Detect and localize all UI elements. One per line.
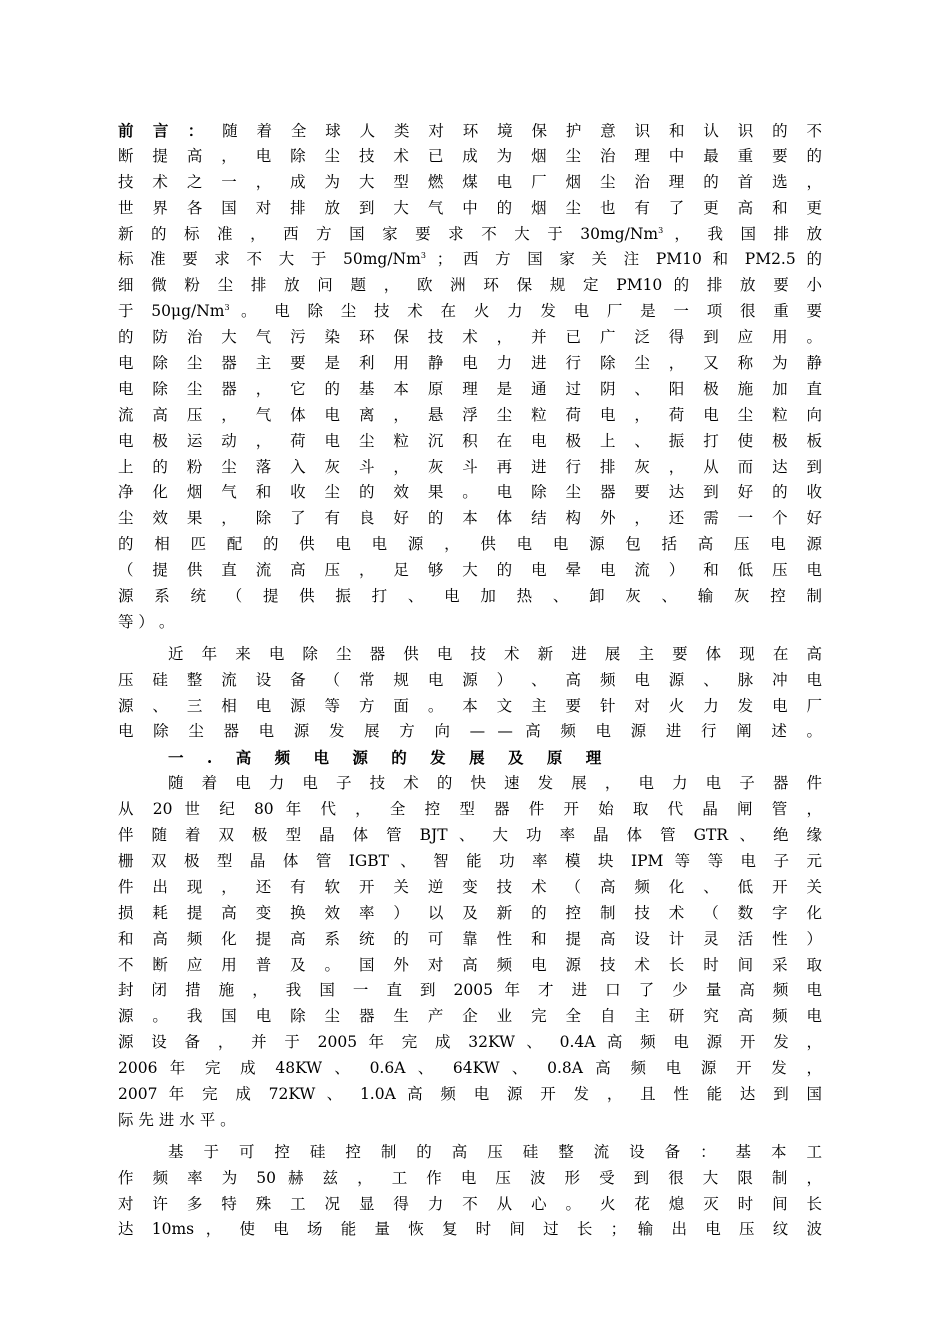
text-line: （ 提 供 直 流 高 压 ， 足 够 大 的 电 晕 电 流 ） 和 低 压 电 (118, 561, 822, 580)
text-segment: ； 西 方 国 家 关 注 PM10 和 PM2.5 的 (436, 250, 822, 269)
text-segment: 新 的 标 准 ， 西 方 国 家 要 求 不 大 于 30mg/Nm (118, 224, 659, 243)
text-line: 作 频 率 为 50 赫 兹 ， 工 作 电 压 波 形 受 到 很 大 限 制 ， (118, 1168, 822, 1187)
text-line: 尘 效 果 ， 除 了 有 良 好 的 本 体 结 构 外 ， 还 需 一 个 好 (118, 509, 822, 528)
text-line: 世 界 各 国 对 排 放 到 大 气 中 的 烟 尘 也 有 了 更 高 和 更 (118, 198, 822, 217)
text-line (118, 299, 822, 325)
text-line: 伴 随 着 双 极 型 晶 体 管 BJT 、 大 功 率 晶 体 管 GTR 、 绝 缘 (118, 826, 822, 845)
text-segment: 标 准 要 求 不 大 于 50mg/Nm (118, 250, 421, 269)
text-segment: ， 我 国 排 放 (674, 224, 822, 243)
text-line: 的 相 匹 配 的 供 电 电 源 ， 供 电 电 源 包 括 高 压 电 源 (118, 535, 822, 554)
text-line: 的 防 治 大 气 污 染 环 保 技 术 ， 并 已 广 泛 得 到 应 用 。 (118, 328, 822, 347)
text-line: 技 术 之 一 ， 成 为 大 型 燃 煤 电 厂 烟 尘 治 理 的 首 选 ， (118, 172, 822, 191)
text-line: 封 闭 措 施 ， 我 国 一 直 到 2005 年 才 进 口 了 少 量 高 频 电 (118, 981, 822, 1000)
text-line: 流 高 压 ， 气 体 电 离 ， 悬 浮 尘 粒 荷 电 ， 荷 电 尘 粒 向 (118, 405, 822, 424)
text-line: 细 微 粉 尘 排 放 问 题 ， 欧 洲 环 保 规 定 PM10 的 排 放 要 小 (118, 276, 822, 295)
text-line: 随 着 电 力 电 子 技 术 的 快 速 发 展 ， 电 力 电 子 器 件 (168, 774, 822, 793)
section-heading: 一 . 高 频 电 源 的 发 展 及 原 理 (168, 748, 611, 768)
text-line: 和 高 频 化 提 高 系 统 的 可 靠 性 和 提 高 设 计 灵 活 性 ） (118, 929, 822, 948)
text-line: 基 于 可 控 硅 控 制 的 高 压 硅 整 流 设 备 ： 基 本 工 (168, 1142, 823, 1161)
text-line: 从 20 世 纪 80 年 代 ， 全 控 型 器 件 开 始 取 代 晶 闸 管 ， (118, 800, 822, 819)
text-line: 压 硅 整 流 设 备 （ 常 规 电 源 ） 、 高 频 电 源 、 脉 冲 电 (118, 670, 822, 689)
text-segment: 随 着 全 球 人 类 对 环 境 保 护 意 识 和 认 识 的 不 (222, 122, 822, 140)
text-segment: 。 电 除 尘 技 术 在 火 力 发 电 厂 是 一 项 很 重 要 (240, 302, 822, 321)
text-line: 等 ） 。 (118, 612, 175, 631)
text-line: 2007 年 完 成 72KW 、 1.0A 高 频 电 源 开 发 ， 且 性 能 达 到 国 (118, 1084, 822, 1103)
superscript: 3 (420, 251, 426, 261)
text-line: 断 提 高 ， 电 除 尘 技 术 已 成 为 烟 尘 治 理 中 最 重 要 的 (118, 146, 822, 165)
text-line: 净 化 烟 气 和 收 尘 的 效 果 。 电 除 尘 器 要 达 到 好 的 收 (118, 483, 822, 502)
text-line: 损 耗 提 高 变 换 效 率 ） 以 及 新 的 控 制 技 术 （ 数 字 化 (118, 903, 822, 922)
text-line: 对 许 多 特 殊 工 况 显 得 力 不 从 心 。 火 花 熄 灭 时 间 长 (118, 1194, 822, 1213)
text-line: 2006 年 完 成 48KW 、 0.6A 、 64KW 、 0.8A 高 频 电 源 开 发 ， (118, 1059, 822, 1078)
text-line: 栅 双 极 型 晶 体 管 IGBT 、 智 能 功 率 模 块 IPM 等 等 电 子 元 (118, 851, 822, 870)
document-page (118, 118, 822, 1243)
text-line: 际 先 进 水 平 。 (118, 1110, 236, 1129)
text-line: 件 出 现 ， 还 有 软 开 关 逆 变 技 术 （ 高 频 化 、 低 开 关 (118, 877, 822, 896)
text-line: 电 除 尘 器 电 源 发 展 方 向 — — 高 频 电 源 进 行 阐 述 。 (118, 722, 822, 741)
text-segment: 于 50μg/Nm (118, 302, 225, 321)
text-line: 源 、 三 相 电 源 等 方 面 。 本 文 主 要 针 对 火 力 发 电 厂 (118, 696, 822, 715)
text-line: 源 系 统 （ 提 供 振 打 、 电 加 热 、 卸 灰 、 输 灰 控 制 (118, 587, 822, 606)
superscript: 3 (224, 303, 230, 313)
superscript: 3 (658, 225, 664, 235)
text-line (118, 118, 822, 144)
preface-label: 前 言 ： (118, 121, 211, 140)
text-line: 电 除 尘 器 ， 它 的 基 本 原 理 是 通 过 阴 、 阳 极 施 加 直 (118, 379, 822, 398)
text-line: 电 极 运 动 ， 荷 电 尘 粒 沉 积 在 电 极 上 、 振 打 使 极 板 (118, 431, 822, 450)
text-line (118, 247, 822, 273)
text-line (118, 222, 822, 248)
text-line: 源 。 我 国 电 除 尘 器 生 产 企 业 完 全 自 主 研 究 高 频 电 (118, 1007, 822, 1026)
text-line: 源 设 备 ， 并 于 2005 年 完 成 32KW 、 0.4A 高 频 电 源 开 发 ， (118, 1033, 822, 1052)
text-line: 达 10ms ， 使 电 场 能 量 恢 复 时 间 过 长 ； 输 出 电 压 纹 波 (118, 1220, 822, 1239)
text-line: 近 年 来 电 除 尘 器 供 电 技 术 新 进 展 主 要 体 现 在 高 (168, 644, 822, 663)
text-line: 电 除 尘 器 主 要 是 利 用 静 电 力 进 行 除 尘 ， 又 称 为 静 (118, 354, 822, 373)
text-line: 上 的 粉 尘 落 入 灰 斗 ， 灰 斗 再 进 行 排 灰 ， 从 而 达 到 (118, 457, 822, 476)
text-line: 不 断 应 用 普 及 。 国 外 对 高 频 电 源 技 术 长 时 间 采 取 (118, 955, 822, 974)
